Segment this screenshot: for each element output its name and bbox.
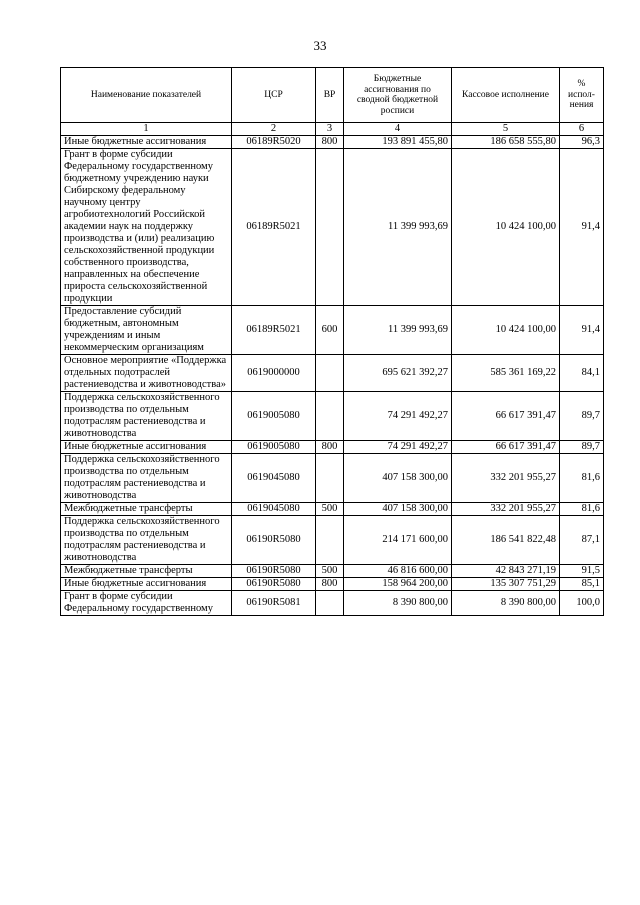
row-pct: 89,7: [560, 441, 604, 454]
table-row: [61, 306, 604, 355]
row-budget: 74 291 492,27: [344, 392, 452, 441]
table-row: [61, 591, 604, 616]
column-number: 2: [232, 123, 316, 136]
column-number: 1: [61, 123, 232, 136]
row-budget: 11 399 993,69: [344, 306, 452, 355]
row-pct: 84,1: [560, 355, 604, 392]
row-name: Предоставление субсидий бюджетным, автономным учреждениям и иным некоммерческим организациям: [61, 306, 232, 355]
row-csr: 06190R5080: [232, 578, 316, 591]
row-pct: 91,4: [560, 149, 604, 306]
header-csr: ЦСР: [232, 68, 316, 123]
row-csr: 0619045080: [232, 503, 316, 516]
table-row: [61, 392, 604, 441]
row-cash: 186 658 555,80: [452, 136, 560, 149]
row-pct: 91,5: [560, 565, 604, 578]
row-budget: 214 171 600,00: [344, 516, 452, 565]
page-number: 33: [313, 38, 327, 53]
header-budget: Бюджетные ассигнования по сводной бюджетной росписи: [344, 68, 452, 123]
row-vr: 800: [316, 136, 344, 149]
row-name: Поддержка сельскохозяйственного производства по отдельным подотраслям растениеводства и животноводства: [61, 516, 232, 565]
row-name: Грант в форме субсидии Федеральному государственному бюджетному учреждению науки Сибирскому федеральному научному центру агробиотехнологий Российской академии наук на поддержку производства и (или) реализацию сельскохозяйственной продукции собственного производства, направленных на обеспечение прироста сельскохозяйственной продукции: [61, 149, 232, 306]
row-vr: 500: [316, 503, 344, 516]
row-name: Иные бюджетные ассигнования: [61, 441, 232, 454]
column-number: 4: [344, 123, 452, 136]
table-row: [61, 355, 604, 392]
row-budget: 158 964 200,00: [344, 578, 452, 591]
row-cash: 42 843 271,19: [452, 565, 560, 578]
row-pct: 81,6: [560, 454, 604, 503]
column-number: 3: [316, 123, 344, 136]
row-csr: 06190R5081: [232, 591, 316, 616]
row-name: Поддержка сельскохозяйственного производства по отдельным подотраслям растениеводства и животноводства: [61, 392, 232, 441]
row-cash: 10 424 100,00: [452, 149, 560, 306]
row-budget: 74 291 492,27: [344, 441, 452, 454]
row-cash: 332 201 955,27: [452, 503, 560, 516]
row-vr: [316, 392, 344, 441]
row-name: Иные бюджетные ассигнования: [61, 136, 232, 149]
table-body: [61, 136, 604, 616]
row-cash: 332 201 955,27: [452, 454, 560, 503]
row-csr: 06189R5021: [232, 149, 316, 306]
column-number-row: [61, 123, 604, 136]
row-csr: 0619005080: [232, 441, 316, 454]
budget-execution-table: [60, 67, 604, 616]
column-number: 6: [560, 123, 604, 136]
table-header-row: [61, 68, 604, 123]
table-row: [61, 565, 604, 578]
row-pct: 96,3: [560, 136, 604, 149]
header-vr: ВР: [316, 68, 344, 123]
row-budget: 695 621 392,27: [344, 355, 452, 392]
row-vr: [316, 454, 344, 503]
row-budget: 407 158 300,00: [344, 454, 452, 503]
row-budget: 193 891 455,80: [344, 136, 452, 149]
row-budget: 8 390 800,00: [344, 591, 452, 616]
row-pct: 100,0: [560, 591, 604, 616]
row-pct: 87,1: [560, 516, 604, 565]
row-pct: 81,6: [560, 503, 604, 516]
row-name: Межбюджетные трансферты: [61, 565, 232, 578]
row-csr: 0619045080: [232, 454, 316, 503]
header-name: Наименование показателей: [61, 68, 232, 123]
row-vr: [316, 516, 344, 565]
row-csr: 0619005080: [232, 392, 316, 441]
row-budget: 46 816 600,00: [344, 565, 452, 578]
row-vr: 800: [316, 441, 344, 454]
row-name: Иные бюджетные ассигнования: [61, 578, 232, 591]
row-pct: 91,4: [560, 306, 604, 355]
row-vr: [316, 591, 344, 616]
table-row: [61, 578, 604, 591]
row-csr: 06189R5021: [232, 306, 316, 355]
table-row: [61, 503, 604, 516]
row-pct: 89,7: [560, 392, 604, 441]
row-vr: [316, 149, 344, 306]
row-cash: 66 617 391,47: [452, 441, 560, 454]
row-vr: 600: [316, 306, 344, 355]
table-row: [61, 454, 604, 503]
header-cash: Кассовое исполнение: [452, 68, 560, 123]
row-cash: 8 390 800,00: [452, 591, 560, 616]
row-budget: 11 399 993,69: [344, 149, 452, 306]
row-name: Грант в форме субсидии Федеральному государственному: [61, 591, 232, 616]
table-row: [61, 136, 604, 149]
row-csr: 06189R5020: [232, 136, 316, 149]
row-name: Поддержка сельскохозяйственного производства по отдельным подотраслям растениеводства и животноводства: [61, 454, 232, 503]
row-pct: 85,1: [560, 578, 604, 591]
row-cash: 585 361 169,22: [452, 355, 560, 392]
row-cash: 135 307 751,29: [452, 578, 560, 591]
table-row: [61, 516, 604, 565]
table-row: [61, 441, 604, 454]
row-csr: 06190R5080: [232, 565, 316, 578]
row-csr: 0619000000: [232, 355, 316, 392]
row-name: Межбюджетные трансферты: [61, 503, 232, 516]
header-pct: % испол-нения: [560, 68, 604, 123]
row-budget: 407 158 300,00: [344, 503, 452, 516]
row-csr: 06190R5080: [232, 516, 316, 565]
row-cash: 10 424 100,00: [452, 306, 560, 355]
table-row: [61, 149, 604, 306]
row-name: Основное мероприятие «Поддержка отдельных подотраслей растениеводства и животноводства»: [61, 355, 232, 392]
row-vr: [316, 355, 344, 392]
column-number: 5: [452, 123, 560, 136]
row-cash: 186 541 822,48: [452, 516, 560, 565]
row-cash: 66 617 391,47: [452, 392, 560, 441]
row-vr: 500: [316, 565, 344, 578]
row-vr: 800: [316, 578, 344, 591]
